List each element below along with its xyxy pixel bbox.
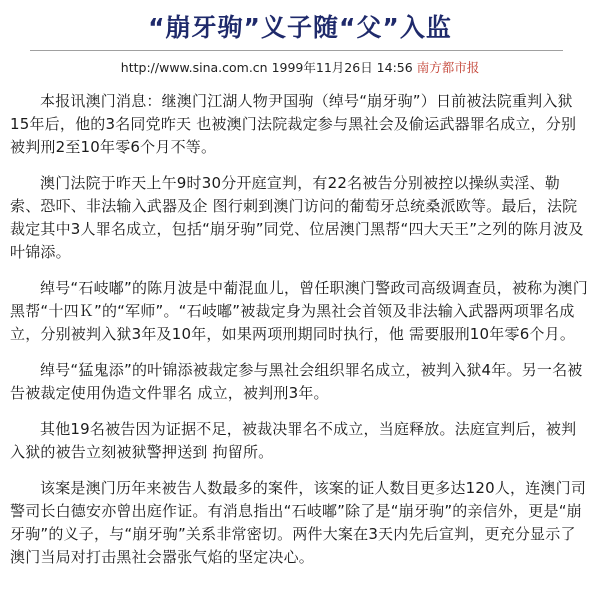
paragraph-5: 其他19名被告因为证据不足，被裁决罪名不成立，当庭释放。法庭宣判后，被判入狱的被告立刻被狱警押送到 拘留所。 <box>10 420 577 461</box>
paragraph-6: 该案是澳门历年来被告人数最多的案件，该案的证人数目更多达120人，连澳门司警司长白德安亦曾出庭作证。有消息指出“石岐嘟”除了是“崩牙驹”的亲信外，更是“崩牙驹”的义子，与“崩牙驹”关系非常密切。两件大案在3天内先后宣判，更充分显示了澳门当局对打击黑社会嚣张气焰的坚定决心。 <box>10 479 587 566</box>
paragraph-2: 澳门法院于昨天上午9时30分开庭宣判，有22名被告分别被控以操纵卖淫、勒索、恐吓、非法输入武器及企 图行刺到澳门访问的葡萄牙总统桑派欧等。最后，法院裁定其中3人罪名成立，包括“崩牙驹”同党、位居澳门黑帮“四大天王”之列的陈月波及叶锦添。 <box>10 174 584 261</box>
paragraph-3: 绰号“石岐嘟”的陈月波是中葡混血儿，曾任职澳门警政司高级调查员，被称为澳门黑帮“十四Ｋ”的“军师”。“石岐嘟”被裁定身为黑社会首领及非法输入武器两项罪名成立，分别被判入狱3年及10年，如果两项刑期同时执行，他 需要服刑10年零6个月。 <box>10 279 588 343</box>
source-name[interactable]: 南方都市报 <box>416 60 480 75</box>
title-divider <box>30 50 563 51</box>
article-body <box>10 90 590 582</box>
article-title: “崩牙驹”义子随“父”入监 <box>148 13 452 42</box>
article-meta <box>0 58 600 76</box>
paragraph-1: 本报讯澳门消息：继澳门江湖人物尹国驹（绰号“崩牙驹”）日前被法院重判入狱15年后，他的3名同党昨天 也被澳门法院裁定参与黑社会及偷运武器罪名成立，分别被判刑2至10年零6个月不等。 <box>10 92 577 156</box>
publish-date: 1999年11月26日 14:56 <box>271 60 413 75</box>
paragraph-4: 绰号“猛鬼添”的叶锦添被裁定参与黑社会组织罪名成立，被判入狱4年。另一名被告被裁定使用伪造文件罪名 成立，被判刑3年。 <box>10 361 583 402</box>
source-url[interactable]: http://www.sina.com.cn <box>120 60 268 75</box>
